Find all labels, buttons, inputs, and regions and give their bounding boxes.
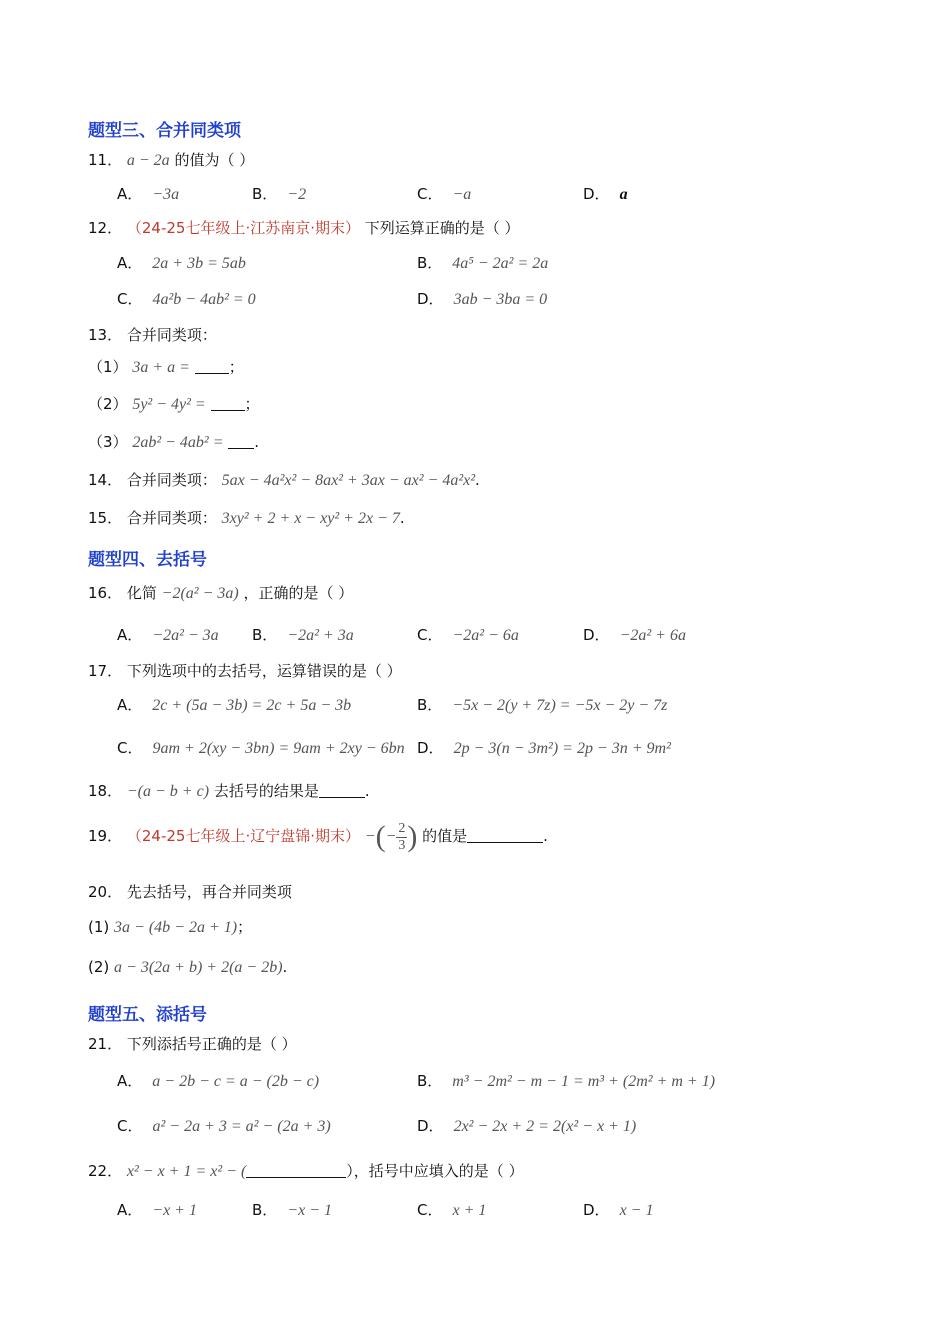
q22-option-a [117, 1199, 197, 1220]
option-text: a [619, 186, 628, 203]
option-text: −2a² − 6a [452, 627, 519, 644]
right-paren: ) [407, 820, 418, 853]
option-label: B． [417, 696, 443, 714]
option-text: −2 [287, 186, 307, 203]
q12-option-d [417, 288, 547, 309]
question-number: 16． [88, 584, 123, 602]
q17-option-d [417, 737, 671, 758]
q22-option-c [417, 1199, 486, 1220]
option-text: 3ab − 3ba = 0 [453, 291, 548, 308]
question-text: 下列选项中的去括号，运算错误的是（ ） [126, 662, 402, 680]
option-label: D． [417, 1117, 444, 1135]
question-text: 的值是 [422, 827, 468, 845]
question-expr: 3xy² + 2 + x − xy² + 2x − 7 [221, 510, 400, 527]
option-text: −a [452, 186, 472, 203]
question-12 [88, 217, 520, 238]
q21-option-b [417, 1070, 715, 1091]
fraction-numerator: 2 [398, 820, 406, 836]
section-title-4: 题型四、去括号 [88, 550, 207, 570]
q13-part-2 [88, 393, 260, 414]
part-label: （1） [88, 358, 128, 376]
answer-blank[interactable] [195, 359, 229, 374]
question-text: 先去括号，再合并同类项 [126, 883, 292, 901]
option-text: 9am + 2(xy − 3bn) = 9am + 2xy − 6bn [152, 740, 405, 757]
option-label: A． [117, 626, 143, 644]
question-number: 12． [88, 219, 123, 237]
question-number: 14． [88, 471, 123, 489]
part-label: （2） [88, 395, 128, 413]
period: . [475, 471, 480, 489]
option-text: 2p − 3(n − 3m²) = 2p − 3n + 9m² [453, 740, 671, 757]
answer-blank[interactable] [228, 434, 254, 449]
semicolon: ； [237, 918, 253, 936]
part-label: （3） [88, 433, 128, 451]
option-label: B． [417, 1072, 443, 1090]
option-text: a² − 2a + 3 = a² − (2a + 3) [152, 1118, 331, 1135]
question-expr: a − 2a [126, 152, 170, 169]
q13-part-1 [88, 356, 244, 377]
semicolon: ； [228, 358, 244, 376]
period: . [364, 782, 370, 800]
question-text: 去括号的结果是 [213, 782, 319, 800]
question-20 [88, 881, 292, 902]
option-label: C． [117, 290, 143, 308]
question-number: 17． [88, 662, 123, 680]
question-15 [88, 507, 405, 528]
question-number: 21． [88, 1035, 123, 1053]
option-label: B． [417, 254, 443, 272]
option-label: A． [117, 1201, 143, 1219]
q12-option-a [117, 252, 246, 273]
question-text: ），括号中应填入的是（ ） [346, 1162, 524, 1180]
period: . [254, 433, 260, 451]
option-text: 2a + 3b = 5ab [152, 255, 246, 272]
q21-option-a [117, 1070, 319, 1091]
option-text: 4a²b − 4ab² = 0 [152, 291, 256, 308]
part-expr: 3a − (4b − 2a + 1) [114, 919, 238, 936]
question-expr: −(− $\frac{2}{3}$ ) [364, 820, 418, 853]
answer-blank[interactable] [246, 1163, 346, 1178]
answer-blank[interactable] [319, 783, 365, 798]
option-label: D． [583, 626, 610, 644]
q11-option-d [583, 183, 628, 204]
q17-option-a [117, 694, 351, 715]
option-label: C． [417, 185, 443, 203]
question-source: （24-25七年级上·江苏南京·期末） [126, 219, 360, 237]
option-text: −5x − 2(y + 7z) = −5x − 2y − 7z [452, 697, 668, 714]
q11-option-a [117, 183, 179, 204]
option-text: 2x² − 2x + 2 = 2(x² − x + 1) [453, 1118, 637, 1135]
option-label: B． [252, 626, 278, 644]
question-number: 18． [88, 782, 123, 800]
question-text: 合并同类项： [126, 326, 217, 344]
question-text: 的值为（ ） [174, 151, 255, 169]
question-text-post: ，正确的是（ ） [243, 584, 354, 602]
q16-option-c [417, 624, 519, 645]
question-text: 下列运算正确的是（ ） [364, 219, 520, 237]
q22-option-b [252, 1199, 332, 1220]
option-text: −2a² + 3a [287, 627, 354, 644]
option-label: A． [117, 696, 143, 714]
option-label: B． [252, 1201, 278, 1219]
question-18 [88, 780, 370, 801]
question-number: 19． [88, 827, 123, 845]
question-number: 13． [88, 326, 123, 344]
option-text: −2a² − 3a [152, 627, 219, 644]
option-text: x + 1 [452, 1202, 487, 1219]
option-label: C． [417, 1201, 443, 1219]
q12-option-c [117, 288, 256, 309]
part-expr: 3a + a = [132, 359, 190, 376]
section-title-5: 题型五、添括号 [88, 1005, 207, 1025]
question-22 [88, 1160, 524, 1181]
option-text: −x + 1 [152, 1202, 197, 1219]
option-text: −3a [152, 186, 180, 203]
option-label: A． [117, 254, 143, 272]
option-label: C． [417, 626, 443, 644]
answer-blank[interactable] [211, 396, 245, 411]
option-label: C． [117, 1117, 143, 1135]
option-text: a − 2b − c = a − (2b − c) [152, 1073, 320, 1090]
period: . [399, 509, 405, 527]
part-label: (1) [88, 918, 110, 936]
q17-option-b [417, 694, 667, 715]
semicolon: ； [244, 395, 260, 413]
question-13 [88, 324, 217, 345]
question-text: 合并同类项： [126, 471, 217, 489]
q22-option-d [583, 1199, 653, 1220]
option-label: B． [252, 185, 278, 203]
fraction-denominator: 3 [398, 837, 406, 853]
option-label: D． [417, 739, 444, 757]
q11-option-c [417, 183, 471, 204]
fraction [396, 821, 407, 854]
question-source: （24-25七年级上·辽宁盘锦·期末） [126, 827, 360, 845]
question-number: 11． [88, 151, 123, 169]
option-text: −2a² + 6a [619, 627, 686, 644]
q16-option-d [583, 624, 686, 645]
option-text: m³ − 2m² − m − 1 = m³ + (2m² + m + 1) [452, 1073, 716, 1090]
option-label: C． [117, 739, 143, 757]
option-label: D． [417, 290, 444, 308]
option-label: D． [583, 185, 610, 203]
question-17 [88, 660, 402, 681]
option-label: A． [117, 1072, 143, 1090]
q21-option-d [417, 1115, 636, 1136]
option-label: A． [117, 185, 143, 203]
question-text-pre: 化简 [126, 584, 157, 602]
question-expr: −(a − b + c) [126, 783, 210, 800]
part-label: (2) [88, 958, 110, 976]
question-number: 15． [88, 509, 123, 527]
section-title-3: 题型三、合并同类项 [88, 121, 241, 141]
question-14 [88, 469, 480, 490]
q12-option-b [417, 252, 548, 273]
question-21 [88, 1033, 297, 1054]
question-19 [88, 820, 548, 854]
period: . [282, 958, 288, 976]
option-text: 2c + (5a − 3b) = 2c + 5a − 3b [152, 697, 352, 714]
question-expr: x² − x + 1 = x² − ( [126, 1163, 247, 1180]
question-16 [88, 582, 353, 603]
option-text: −x − 1 [287, 1202, 332, 1219]
q20-part-2 [88, 958, 287, 977]
part-expr: 5y² − 4y² = [132, 396, 206, 413]
q16-option-b [252, 624, 354, 645]
q20-part-1 [88, 916, 252, 937]
q11-option-b [252, 183, 306, 204]
part-expr: 2ab² − 4ab² = [132, 434, 224, 451]
period: . [543, 827, 548, 845]
question-expr: 5ax − 4a²x² − 8ax² + 3ax − ax² − 4a²x² [221, 472, 476, 489]
question-number: 20． [88, 883, 123, 901]
question-expr: −2(a² − 3a) [161, 585, 239, 602]
left-paren: ( [375, 820, 386, 853]
answer-blank[interactable] [467, 828, 543, 843]
question-text: 合并同类项： [126, 509, 217, 527]
option-text: x − 1 [619, 1202, 654, 1219]
part-expr: a − 3(2a + b) + 2(a − 2b) [114, 959, 283, 976]
question-text: 下列添括号正确的是（ ） [126, 1035, 297, 1053]
q13-part-3 [88, 431, 259, 452]
question-number: 22． [88, 1162, 123, 1180]
q16-option-a [117, 624, 219, 645]
question-11 [88, 149, 254, 170]
q21-option-c [117, 1115, 331, 1136]
q17-option-c [117, 737, 405, 758]
option-text: 4a⁵ − 2a² = 2a [452, 255, 549, 272]
option-label: D． [583, 1201, 610, 1219]
